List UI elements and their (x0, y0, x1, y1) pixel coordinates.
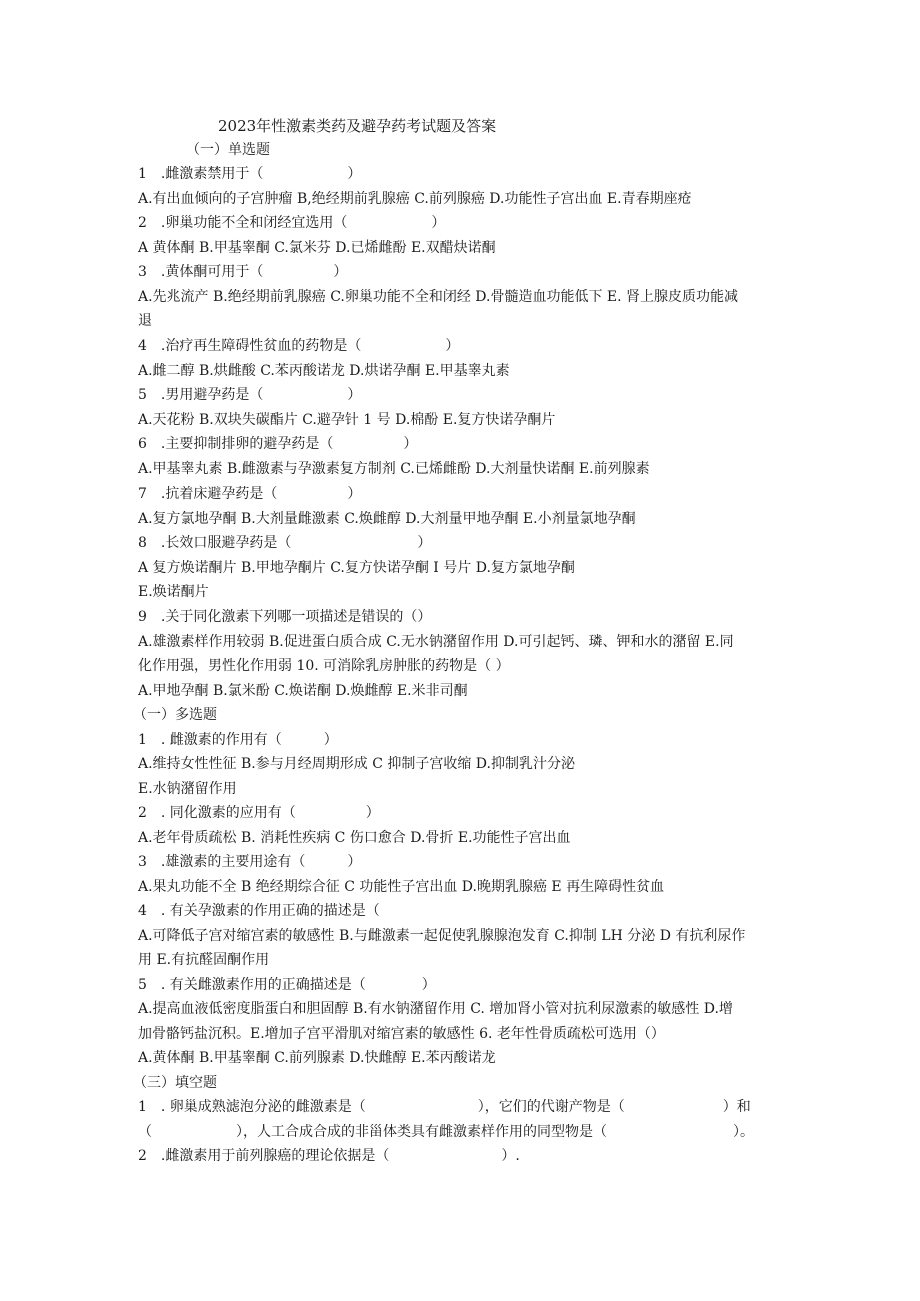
question: 2 .雌激素用于前列腺癌的理论依据是（ ）. (138, 1148, 520, 1164)
options: A.甲基睾丸素 B.雌激素与孕激素复方制剂 C.已烯雌酚 D.大剂量快诺酮 E.前列腺素 (138, 461, 650, 477)
options: A.天花粉 B.双块失碳酯片 C.避孕针 1 号 D.棉酚 E.复方快诺孕酮片 (138, 412, 556, 428)
question: 1 . 雌激素的作用有（ ） (138, 732, 338, 748)
question: 1 .雌激素禁用于（ ） (138, 166, 362, 182)
options: A.复方氯地孕酮 B.大剂量雌激素 C.焕雌醇 D.大剂量甲地孕酮 E.小剂量氯地孕酮 (138, 511, 636, 527)
question: 6 .主要抑制排卵的避孕药是（ ） (138, 436, 418, 452)
options: E.水钠潴留作用 (138, 781, 237, 797)
options: A.雌二醇 B.烘雌酸 C.苯丙酸诺龙 D.烘诺孕酮 E.甲基睾丸素 (138, 363, 510, 379)
options: 化作用强，男性化作用弱 10. 可消除乳房肿胀的药物是（ ） (138, 658, 510, 674)
options: E.焕诺酮片 (138, 584, 209, 600)
options: A.维持女性性征 B.参与月经周期形成 C 抑制子宫收缩 D.抑制乳汁分泌 (138, 756, 575, 772)
options: A.有出血倾向的子宫肿瘤 B,绝经期前乳腺癌 C.前列腺癌 D.功能性子宫出血 E.青春期座疮 (138, 191, 692, 207)
section-heading: （三）填空题 (133, 1075, 217, 1091)
options: A.先兆流产 B.绝经期前乳腺癌 C.卵巢功能不全和闭经 D.骨髓造血功能低下 E. 肾上腺皮质功能减 (138, 289, 739, 305)
question: 3 .黄体酮可用于（ ） (138, 264, 348, 280)
options: A.老年骨质疏松 B. 消耗性疾病 C 伤口愈合 D.骨折 E.功能性子宫出血 (138, 830, 571, 846)
options: A 黄体酮 B.甲基睾酮 C.氯米芬 D.已烯雌酚 E.双醋炔诺酮 (138, 240, 496, 256)
options: A.雄激素样作用较弱 B.促进蛋白质合成 C.无水钠潴留作用 D.可引起钙、璘、钾和水的潴留 E.同 (138, 634, 734, 650)
options: A.果丸功能不全 B 绝经期综合征 C 功能性子宫出血 D.晚期乳腺癌 E 再生障碍性贫血 (138, 879, 665, 895)
options: 退 (138, 313, 152, 329)
question: 4 .治疗再生障碍性贫血的药物是（ ） (138, 338, 460, 354)
question: 1 . 卵巢成熟滤泡分泌的雌激素是（ ），它们的代谢产物是（ ）和 (138, 1099, 751, 1115)
question: （ ），人工合成合成的非甾体类具有雌激素样作用的同型物是（ ）。 (138, 1124, 754, 1140)
options: A.黄体酮 B.甲基睾酮 C.前列腺素 D.快雌醇 E.苯丙酸诺龙 (138, 1050, 496, 1066)
section-heading: （一）单选题 (186, 142, 270, 158)
question: 5 .男用避孕药是（ ） (138, 387, 362, 403)
options: A.甲地孕酮 B.氯米酚 C.焕诺酮 D.焕雌醇 E.米非司酮 (138, 683, 468, 699)
question: 4 . 有关孕激素的作用正确的描述是（ (138, 903, 380, 919)
section-heading: （一）多选题 (133, 707, 217, 723)
options: 加骨骼钙盐沉积。E.增加子宫平滑肌对缩宫素的敏感性 6. 老年性骨质疏松可选用（） (138, 1026, 665, 1042)
question: 7 .抗着床避孕药是（ ） (138, 486, 362, 502)
question: 2 .卵巢功能不全和闭经宜选用（ ） (138, 215, 446, 231)
question: 5 . 有关雌激素作用的正确描述是（ ） (138, 977, 436, 993)
question: 3 .雄激素的主要用途有（ ） (138, 854, 362, 870)
options: A 复方焕诺酮片 B.甲地孕酮片 C.复方快诺孕酮 I 号片 D.复方氯地孕酮 (138, 560, 575, 576)
page-title: 2023年性激素类药及避孕药考试题及答案 (218, 117, 497, 135)
options: A.可降低子宫对缩宫素的敏感性 B.与雌激素一起促使乳腺腺泡发育 C.抑制 LH 分泌 D 有抗利尿作 (138, 928, 746, 944)
options: A.提高血液低密度脂蛋白和胆固醇 B.有水钠潴留作用 C. 增加肾小管对抗利尿激素的敏感性 D.增 (138, 1001, 733, 1017)
options: 用 E.有抗醛固酮作用 (138, 952, 270, 968)
question: 2 . 同化激素的应用有（ ） (138, 805, 380, 821)
question: 8 .长效口服避孕药是（ ） (138, 535, 432, 551)
question: 9 .关于同化激素下列哪一项描述是错误的（） (138, 609, 432, 625)
